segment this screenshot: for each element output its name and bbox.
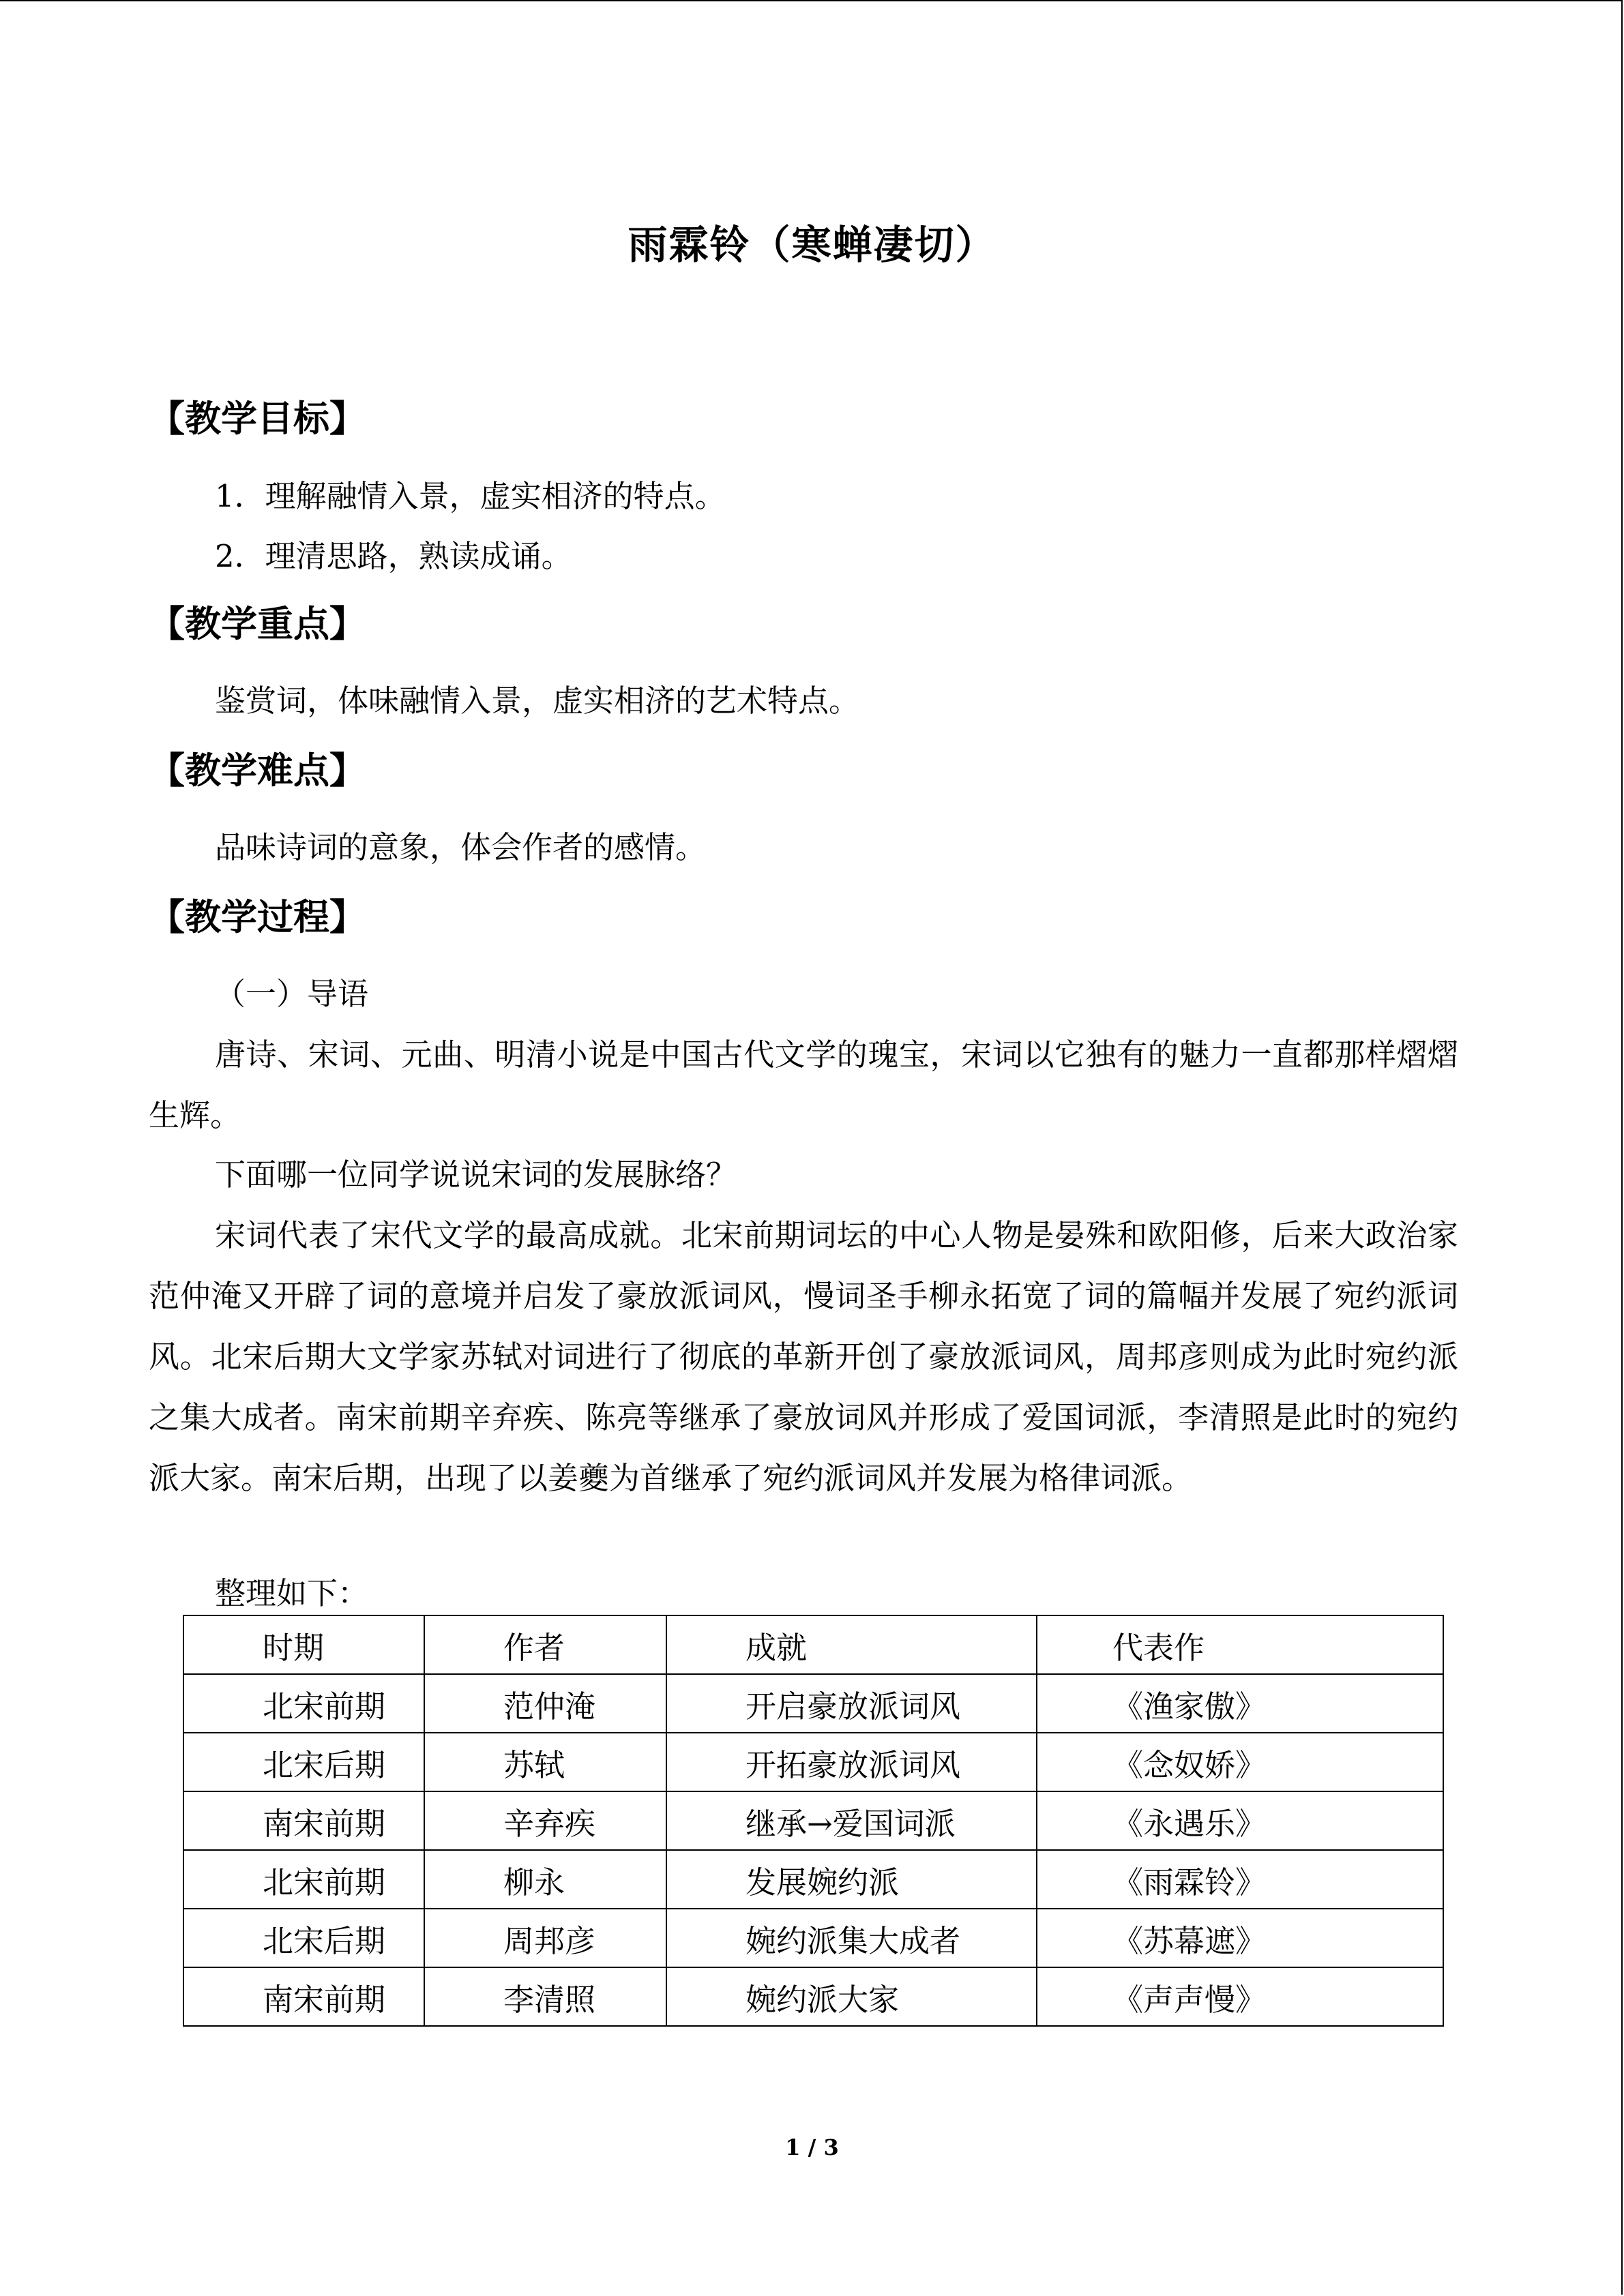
- key-points-heading: 【教学重点】: [149, 603, 366, 645]
- cell-author: 范仲淹: [424, 1674, 666, 1733]
- key-points-text: 鉴赏词，体味融情入景，虚实相济的艺术特点。: [215, 683, 860, 719]
- goals-heading: 【教学目标】: [149, 398, 366, 440]
- cell-achievement: 发展婉约派: [666, 1850, 1037, 1909]
- cell-work: 《渔家傲》: [1037, 1674, 1443, 1733]
- table-row: [183, 1791, 1443, 1850]
- cell-author: 苏轼: [424, 1733, 666, 1791]
- header-representative-work: 代表作: [1037, 1615, 1443, 1674]
- cell-author: 李清照: [424, 1967, 666, 2026]
- cell-work: 《永遇乐》: [1037, 1791, 1443, 1850]
- header-author: 作者: [424, 1615, 666, 1674]
- cell-period: 北宋前期: [183, 1674, 424, 1733]
- goal-item-2: 2．理清思路，熟读成诵。: [215, 538, 572, 574]
- cell-period: 北宋前期: [183, 1850, 424, 1909]
- table-row: [183, 1909, 1443, 1967]
- cell-period: 南宋前期: [183, 1791, 424, 1850]
- summary-label: 整理如下：: [215, 1575, 369, 1611]
- summary-table: [183, 1615, 1444, 2027]
- table-row: [183, 1674, 1443, 1733]
- cell-work: 《雨霖铃》: [1037, 1850, 1443, 1909]
- cell-author: 柳永: [424, 1850, 666, 1909]
- table-header-row: [183, 1615, 1443, 1674]
- cell-achievement: 开启豪放派词风: [666, 1674, 1037, 1733]
- intro-label: （一）导语: [215, 976, 369, 1012]
- cell-period: 南宋前期: [183, 1967, 424, 2026]
- cell-achievement: 继承→爱国词派: [666, 1791, 1037, 1850]
- cell-author: 辛弃疾: [424, 1791, 666, 1850]
- page-title: 雨霖铃（寒蝉凄切）: [628, 222, 996, 268]
- cell-achievement: 婉约派大家: [666, 1967, 1037, 2026]
- cell-work: 《念奴娇》: [1037, 1733, 1443, 1791]
- cell-work: 《苏幕遮》: [1037, 1909, 1443, 1967]
- cell-period: 北宋后期: [183, 1733, 424, 1791]
- cell-achievement: 婉约派集大成者: [666, 1909, 1037, 1967]
- process-heading: 【教学过程】: [149, 897, 366, 938]
- difficulties-text: 品味诗词的意象，体会作者的感情。: [215, 829, 707, 865]
- header-achievement: 成就: [666, 1615, 1037, 1674]
- paragraph-question: 下面哪一位同学说说宋词的发展脉络？: [215, 1157, 737, 1193]
- cell-work: 《声声慢》: [1037, 1967, 1443, 2026]
- cell-achievement: 开拓豪放派词风: [666, 1733, 1037, 1791]
- cell-period: 北宋后期: [183, 1909, 424, 1967]
- paragraph-history: 宋词代表了宋代文学的最高成就。北宋前期词坛的中心人物是晏殊和欧阳修，后来大政治家范仲淹又开辟了词的意境并启发了豪放派词风，慢词圣手柳永拓宽了词的篇幅并发展了宛约派词风。北宋后期大文学家苏轼对词进行了彻底的革新开创了豪放派词风，周邦彦则成为此时宛约派之集大成者。南宋前期辛弃疾、陈亮等继承了豪放词风并形成了爱国词派，李清照是此时的宛约派大家。南宋后期，出现了以姜夔为首继承了宛约派词风并发展为格律词派。: [149, 1217, 1458, 1496]
- goal-item-1: 1．理解融情入景，虚实相济的特点。: [215, 478, 726, 514]
- table-row: [183, 1967, 1443, 2026]
- header-period: 时期: [183, 1615, 424, 1674]
- table-row: [183, 1733, 1443, 1791]
- page-number: 1 / 3: [785, 2134, 839, 2160]
- paragraph-intro: 唐诗、宋词、元曲、明清小说是中国古代文学的瑰宝，宋词以它独有的魅力一直都那样熠熠生辉。: [149, 1037, 1458, 1133]
- table-row: [183, 1850, 1443, 1909]
- cell-author: 周邦彦: [424, 1909, 666, 1967]
- difficulties-heading: 【教学难点】: [149, 750, 366, 792]
